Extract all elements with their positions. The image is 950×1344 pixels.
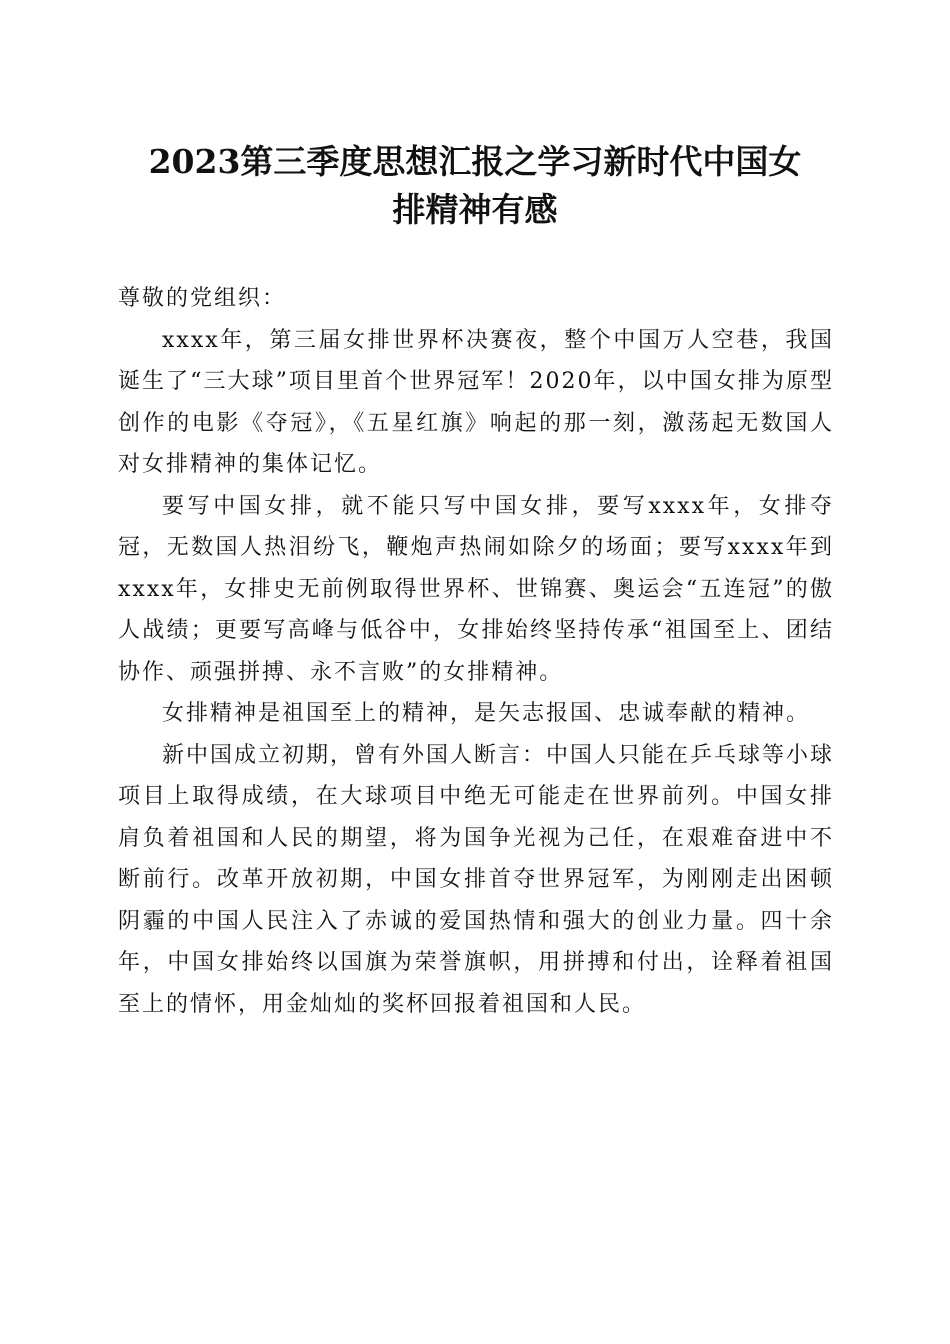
document-body [118,278,834,1025]
document-title [120,138,830,234]
paragraph-3: 女排精神是祖国至上的精神，是矢志报国、忠诚奉献的精神。 [162,701,811,726]
salutation: 尊敬的党组织： [118,286,287,311]
title-line-2: 排精神有感 [392,190,558,229]
paragraph-4: 新中国成立初期，曾有外国人断言：中国人只能在乒乓球等小球项目上取得成绩，在大球项目中绝无可能走在世界前列。中国女排肩负着祖国和人民的期望，将为国争光视为己任，在艰难奋进中不断前行。改革开放初期，中国女排首夺世界冠军，为刚刚走出困顿阴霾的中国人民注入了赤诚的爱国热情和强大的创业力量。四十余年，中国女排始终以国旗为荣誉旗帜，用拼搏和付出，诠释着祖国至上的情怀，用金灿灿的奖杯回报着祖国和人民。 [118,742,835,1017]
title-line-1: 2023第三季度思想汇报之学习新时代中国女 [148,142,802,181]
paragraph-1: xxxx年，第三届女排世界杯决赛夜，整个中国万人空巷，我国诞生了“三大球”项目里首个世界冠军！2020年，以中国女排为原型创作的电影《夺冠》，《五星红旗》响起的那一刻，激荡起无数国人对女排精神的集体记忆。 [118,327,834,477]
paragraph-2: 要写中国女排，就不能只写中国女排，要写xxxx年，女排夺冠，无数国人热泪纷飞，鞭炮声热闹如除夕的场面；要写xxxx年到xxxx年，女排史无前例取得世界杯、世锦赛、奥运会“五连冠”的傲人战绩；更要写高峰与低谷中，女排始终坚持传承“祖国至上、团结协作、顽强拼搏、永不言败”的女排精神。 [118,493,834,685]
